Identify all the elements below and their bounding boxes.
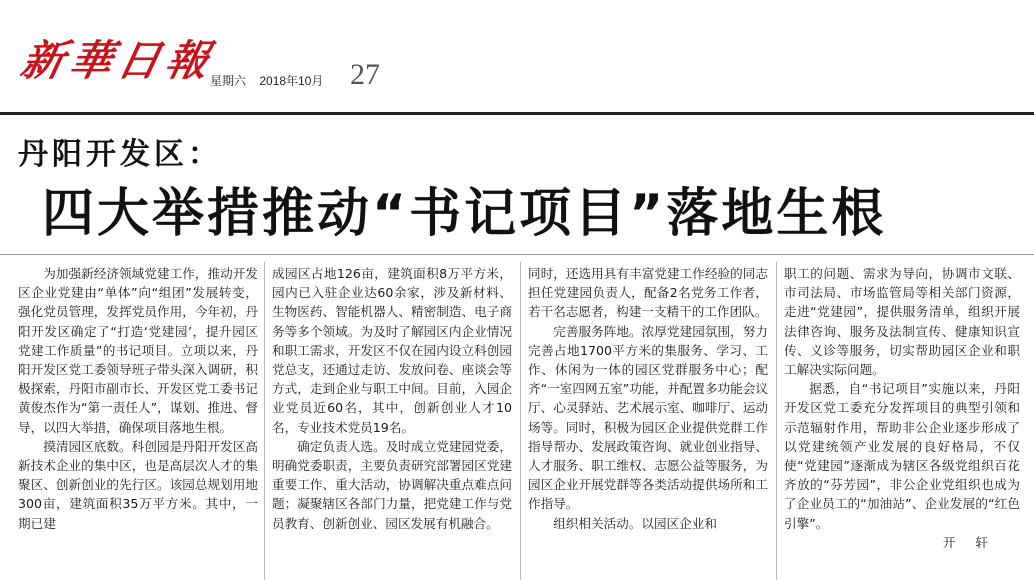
newspaper-logo: 新華日報 xyxy=(16,36,220,85)
paragraph: 据悉，自“书记项目”实施以来，丹阳开发区党工委充分发挥项目的典型引领和示范辐射作用，帮助非公企业逐步形成了以党建统领产业发展的良好格局，不仅使“党建园”逐渐成为辖区各级党组织百花齐放的“芬芳园”，非公企业党组织也成为了企业员工的“加油站”、企业发展的“红色引擎”。 xyxy=(784,381,1020,531)
paragraph: 完善服务阵地。浓厚党建园氛围，努力完善占地1700平方米的集服务、学习、工作、休闲为一体的园区党群服务中心；配齐“一室四网五室”功能，并配置多功能会议厅、心灵驿站、艺术展示室、咖啡厅、运动场等。同时，积极为园区企业提供党群工作指导帮办、发展政策咨询、就业创业指导、人才服务、职工维权、志愿公益等服务，为园区企业开展党群等各类活动提供场所和工作指导。 xyxy=(528,323,768,512)
masthead-divider xyxy=(0,112,1034,115)
paragraph: 摸清园区底数。科创园是丹阳开发区高新技术企业的集中区，也是高层次人才的集聚区、创新创业的先行区。该园总规划用地300亩，建筑面积35万平方米。其中，一期已建 xyxy=(18,438,258,531)
column-divider xyxy=(776,262,777,580)
paragraph: 成园区占地126亩，建筑面积8万平方米，园内已入驻企业达60余家，涉及新材料、生物医药、智能机器人、精密制造、电子商务等多个领域。为及时了解园区内企业情况和职工需求，开发区不仅在园内设立科创园党总支，还通过走访、发放问卷、座谈会等方式，走到企业与职工中间。目前，入园企业党员近60名，其中，创新创业人才10名，专业技术党员19名。 xyxy=(272,266,512,435)
article-column-3 xyxy=(528,264,768,580)
paragraph: 职工的问题、需求为导向，协调市文联、市司法局、市场监管局等相关部门资源，走进“党建园”，提供服务清单，组织开展法律咨询、服务及法制宣传、健康知识宣传、义诊等服务，切实帮助园区企业和职工解决实际问题。 xyxy=(784,266,1020,378)
masthead xyxy=(0,0,1034,112)
paragraph: 组织相关活动。以园区企业和 xyxy=(553,515,717,531)
article-author: 开 轩 xyxy=(942,534,996,550)
article-column-4 xyxy=(784,264,1020,580)
article-column-1 xyxy=(18,264,258,580)
article-column-2 xyxy=(272,264,512,580)
column-divider xyxy=(520,262,521,580)
weekday: 星期六 xyxy=(210,74,247,88)
paragraph: 为加强新经济领域党建工作，推动开发区企业党建由“单体”向“组团”发展转变，强化党员管理，发挥党员作用，今年初，丹阳开发区确定了“打造‘党建园’，提升园区党建工作质量”的书记项目。立项以来，丹阳开发区党工委领导班子带头深入调研，积极探索，丹阳市副市长、开发区党工委书记黄俊杰作为“第一责任人”，谋划、推进、督导，以四大举措，确保项目落地生根。 xyxy=(18,266,258,435)
column-divider xyxy=(264,262,265,580)
paragraph: 确定负责人选。及时成立党建园党委，明确党委职责，主要负责研究部署园区党建重要工作、重大活动，协调解决重点难点问题；凝聚辖区各部门力量，把党建工作与党员教育、创新创业、园区发展有机融合。 xyxy=(272,438,512,531)
page-number: 27 xyxy=(350,58,380,91)
article-headline: 四大举措推动“书记项目”落地生根 xyxy=(42,184,887,244)
article-kicker: 丹阳开发区： xyxy=(18,137,222,172)
issue-meta xyxy=(210,72,333,89)
paragraph: 同时，还选用具有丰富党建工作经验的同志担任党建园负责人，配备2名党务工作者，若干名志愿者，构建一支精干的工作团队。 xyxy=(528,266,768,320)
issue-date: 2018年10月 xyxy=(259,74,324,88)
headline-divider xyxy=(0,254,1034,255)
